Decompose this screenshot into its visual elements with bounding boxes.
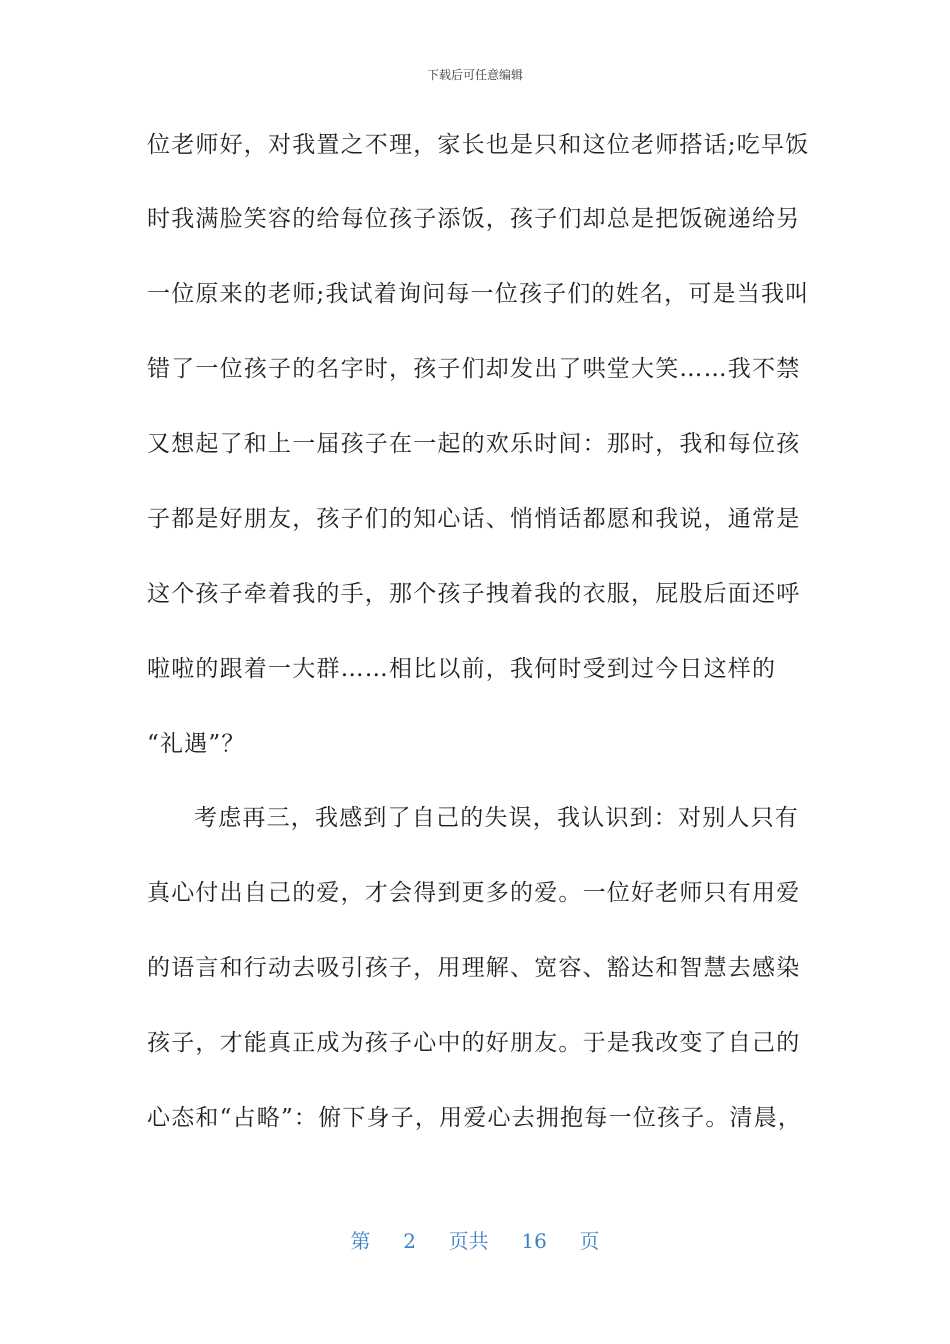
body-line: 时我满脸笑容的给每位孩子添饭，孩子们却总是把饭碗递给另	[147, 206, 801, 232]
body-line: 又想起了和上一届孩子在一起的欢乐时间：那时，我和每位孩	[147, 431, 801, 457]
current-page-number: 2	[403, 1229, 416, 1253]
footer-suffix: 页	[579, 1229, 600, 1253]
body-line: 位老师好，对我置之不理，家长也是只和这位老师搭话;吃早饭	[147, 132, 810, 158]
body-line: 这个孩子牵着我的手，那个孩子拽着我的衣服，屁股后面还呼	[147, 581, 801, 607]
body-line: 考虑再三，我感到了自己的失误，我认识到：对别人只有	[194, 805, 799, 831]
body-line: 孩子，才能真正成为孩子心中的好朋友。于是我改变了自己的	[147, 1030, 801, 1056]
total-page-count: 16	[521, 1229, 547, 1253]
header-note: 下载后可任意编辑	[426, 68, 523, 82]
page-footer	[0, 1225, 950, 1254]
body-line: 错了一位孩子的名字时，孩子们却发出了哄堂大笑……我不禁	[147, 356, 801, 382]
body-line: “礼遇”？	[147, 731, 246, 757]
body-line: 的语言和行动去吸引孩子，用理解、宽容、豁达和智慧去感染	[147, 955, 801, 981]
body-line: 心态和“占略”：俯下身子，用爱心去拥抱每一位孩子。清晨，	[147, 1105, 803, 1131]
body-line: 子都是好朋友，孩子们的知心话、悄悄话都愿和我说，通常是	[147, 506, 801, 532]
footer-prefix: 第	[350, 1229, 371, 1253]
body-line: 一位原来的老师;我试着询问每一位孩子们的姓名，可是当我叫	[147, 281, 810, 307]
body-line: 啦啦的跟着一大群……相比以前，我何时受到过今日这样的	[147, 656, 777, 682]
body-line: 真心付出自己的爱，才会得到更多的爱。一位好老师只有用爱	[147, 880, 801, 906]
footer-middle: 页共	[448, 1229, 489, 1253]
